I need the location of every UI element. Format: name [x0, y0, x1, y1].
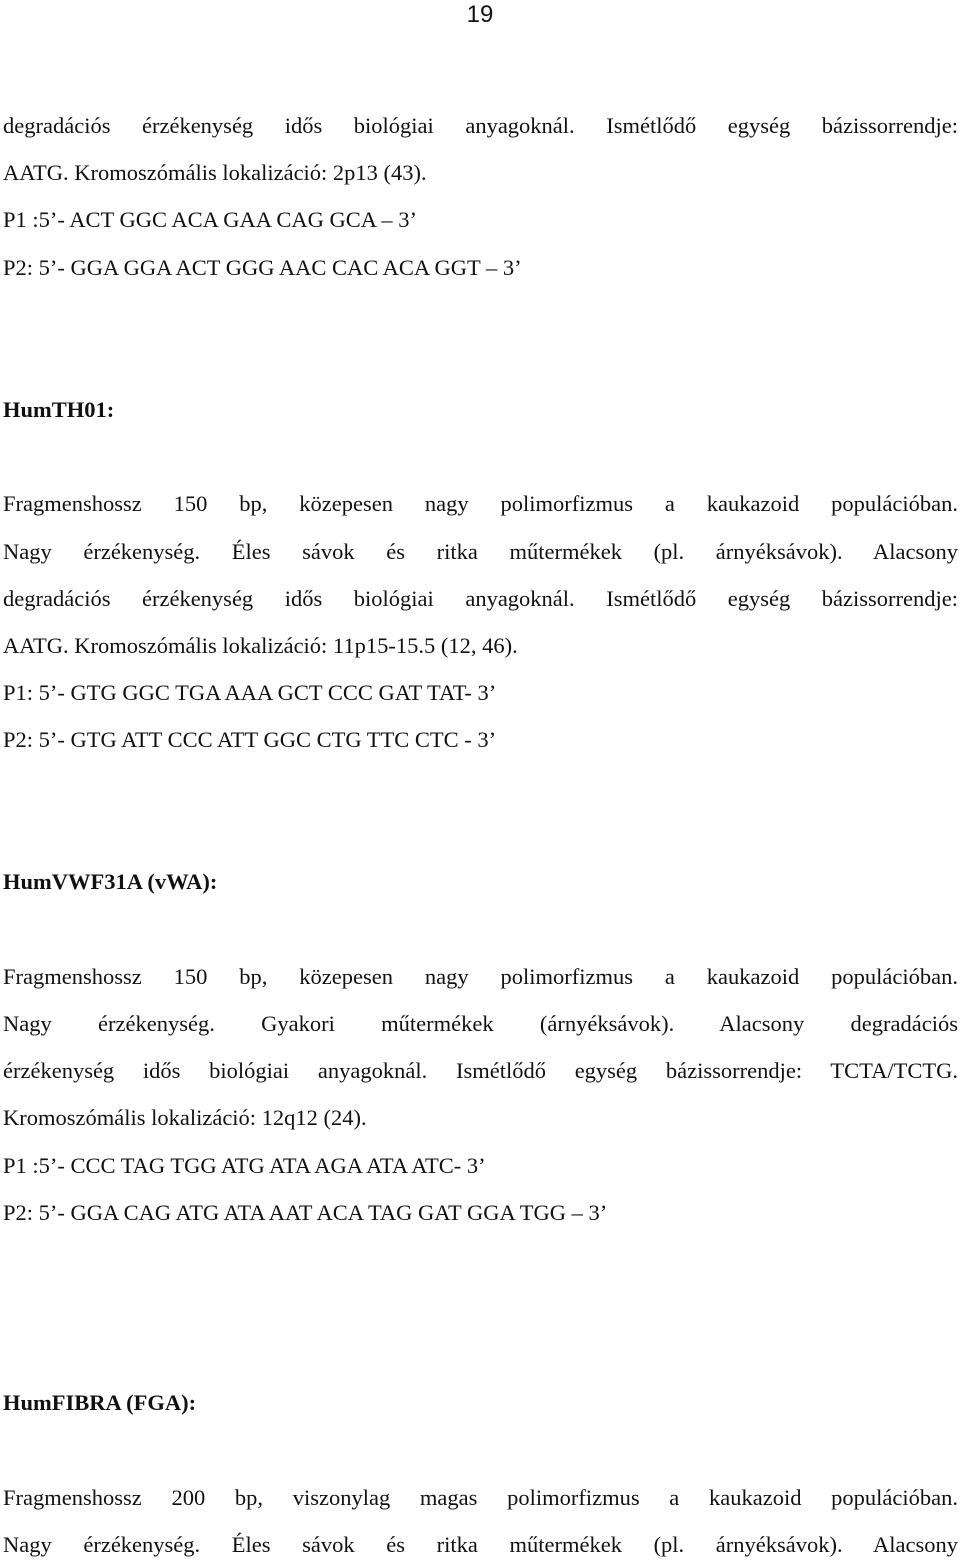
- primer-line: P2: 5’- GGA CAG ATG ATA AAT ACA TAG GAT GGA TGG – 3’: [3, 1200, 608, 1225]
- body-line: Fragmenshossz 200 bp, viszonylag magas polimorfizmus a kaukazoid populációban.: [3, 1485, 958, 1510]
- section-heading: HumTH01:: [3, 397, 115, 422]
- body-line: Nagy érzékenység. Éles sávok és ritka műtermékek (pl. árnyéksávok). Alacsony: [3, 539, 958, 564]
- primer-line: P2: 5’- GGA GGA ACT GGG AAC CAC ACA GGT – 3’: [3, 255, 522, 280]
- primer-line: P2: 5’- GTG ATT CCC ATT GGC CTG TTC CTC - 3’: [3, 727, 497, 752]
- body-line: Nagy érzékenység. Gyakori műtermékek (árnyéksávok). Alacsony degradációs: [3, 1011, 958, 1036]
- body-line: AATG. Kromoszómális lokalizáció: 11p15-15.5 (12, 46).: [3, 633, 518, 658]
- body-line: Kromoszómális lokalizáció: 12q12 (24).: [3, 1105, 367, 1130]
- primer-line: P1 :5’- CCC TAG TGG ATG ATA AGA ATA ATC- 3’: [3, 1153, 486, 1178]
- body-line: degradációs érzékenység idős biológiai anyagoknál. Ismétlődő egység bázissorrendje:: [3, 113, 958, 138]
- body-line: Fragmenshossz 150 bp, közepesen nagy polimorfizmus a kaukazoid populációban.: [3, 964, 958, 989]
- primer-line: P1 :5’- ACT GGC ACA GAA CAG GCA – 3’: [3, 207, 418, 232]
- body-line: Nagy érzékenység. Éles sávok és ritka műtermékek (pl. árnyéksávok). Alacsony: [3, 1532, 958, 1557]
- section-heading: HumVWF31A (vWA):: [3, 869, 218, 894]
- body-line: degradációs érzékenység idős biológiai anyagoknál. Ismétlődő egység bázissorrendje:: [3, 586, 958, 611]
- body-line: Fragmenshossz 150 bp, közepesen nagy polimorfizmus a kaukazoid populációban.: [3, 491, 958, 516]
- section-heading: HumFIBRA (FGA):: [3, 1390, 197, 1415]
- primer-line: P1: 5’- GTG GGC TGA AAA GCT CCC GAT TAT- 3’: [3, 680, 497, 705]
- page-number: 19: [466, 1, 494, 28]
- body-line: AATG. Kromoszómális lokalizáció: 2p13 (43).: [3, 160, 427, 185]
- body-line: érzékenység idős biológiai anyagoknál. Ismétlődő egység bázissorrendje: TCTA/TCTG.: [3, 1058, 958, 1083]
